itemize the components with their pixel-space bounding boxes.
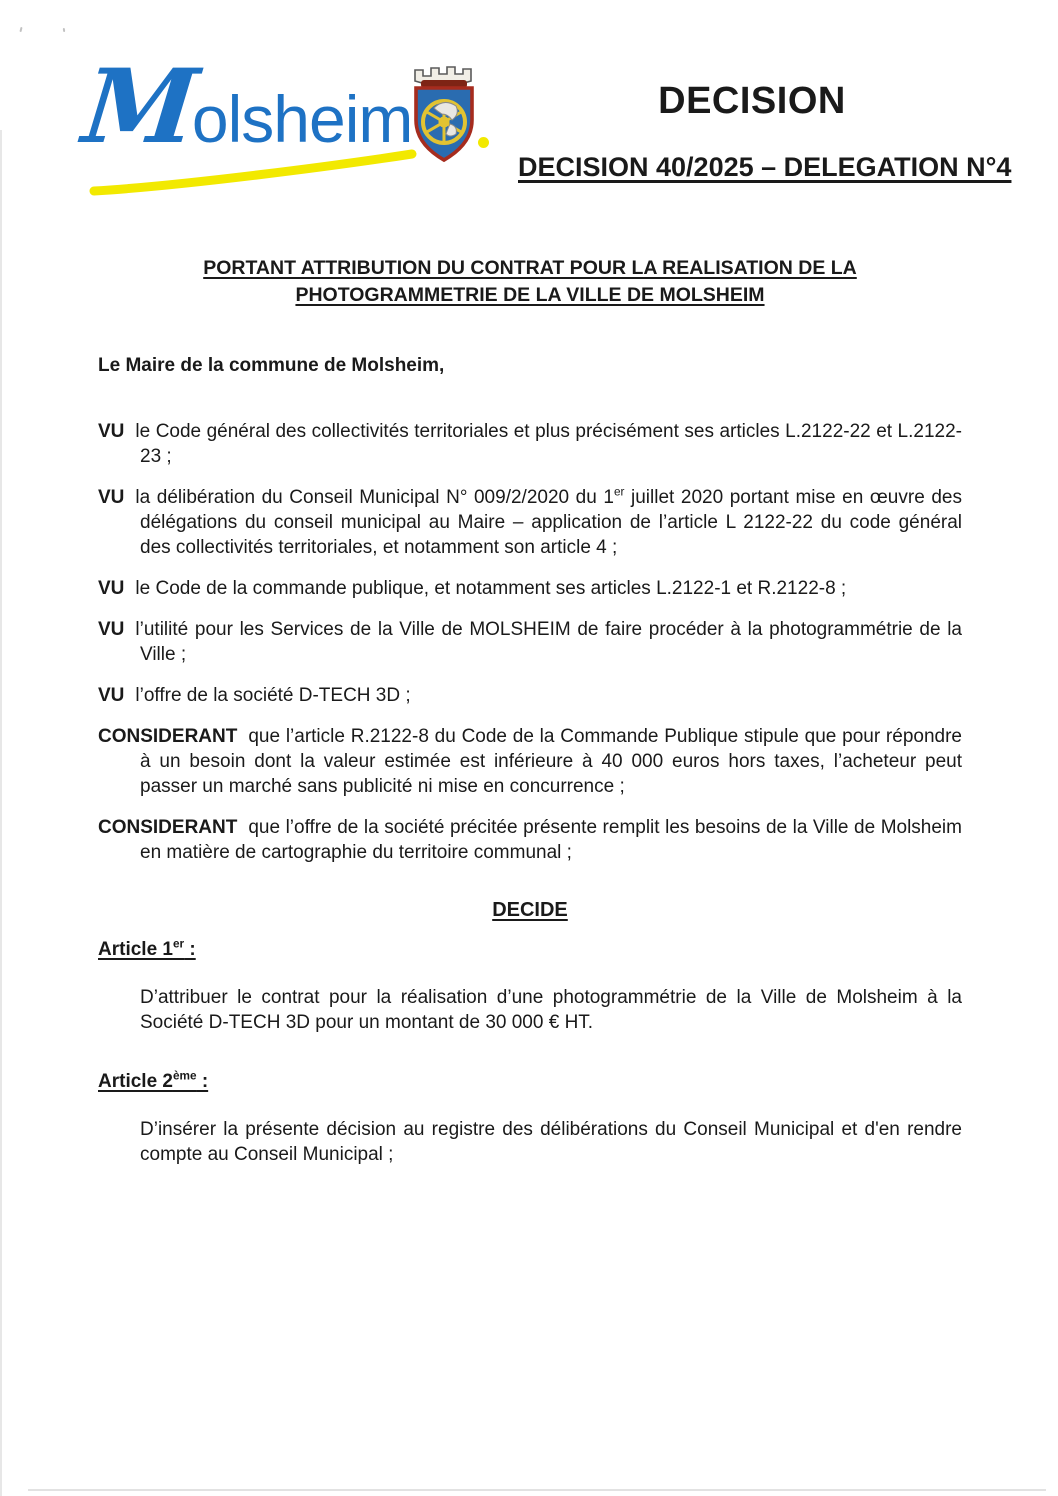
considerant-text: que l’offre de la société précitée présente remplit les besoins de la Ville de Molsheim en matière de cartographie du territoire communal ; bbox=[140, 817, 962, 863]
doc-reference: DECISION 40/2025 – DELEGATION N°4 bbox=[518, 152, 1012, 182]
considerant-text: que l’article R.2122-8 du Code de la Commande Publique stipule que pour répondre à un besoin dont la valeur estimée est inférieure à 40 000 euros hors taxes, l’acheteur peut passer un marché sans publicité ni mise en concurrence ; bbox=[140, 726, 962, 797]
ordinal-superscript: er bbox=[613, 485, 625, 499]
vu-label: VU bbox=[98, 578, 125, 599]
yellow-swoosh bbox=[88, 144, 420, 198]
vu-label: VU bbox=[98, 685, 125, 706]
considerant-item bbox=[98, 815, 962, 865]
scan-edge bbox=[28, 1489, 1046, 1491]
considerant-label: CONSIDERANT bbox=[98, 726, 238, 747]
vu-item bbox=[98, 683, 962, 708]
vu-text: la délibération du Conseil Municipal N° 009/2/2020 du 1er juillet 2020 portant mise en œuvre des délégations du conseil municipal au Maire – application de l’article L 2122-22 du code général des collectivités territoriales, et notamment son article 4 ; bbox=[135, 485, 962, 558]
title-line-2: PHOTOGRAMMETRIE DE LA VILLE DE MOLSHEIM bbox=[295, 284, 765, 306]
ordinal-superscript: er bbox=[172, 937, 185, 951]
molsheim-logo bbox=[77, 47, 413, 167]
title-line-1: PORTANT ATTRIBUTION DU CONTRAT POUR LA REALISATION DE LA bbox=[203, 257, 857, 279]
vu-text: l’offre de la société D-TECH 3D ; bbox=[135, 685, 411, 706]
vu-text: le Code de la commande publique, et notamment ses articles L.2122-1 et R.2122-8 ; bbox=[135, 578, 847, 599]
logo-wordmark: olsheim bbox=[191, 82, 413, 156]
logo-period-dot bbox=[478, 137, 489, 148]
vu-item bbox=[98, 617, 962, 667]
logo-initial: M bbox=[77, 47, 204, 167]
vu-item bbox=[98, 485, 962, 560]
vu-label: VU bbox=[98, 421, 125, 442]
considerant-item bbox=[98, 724, 962, 799]
document-title bbox=[98, 255, 962, 309]
document-body bbox=[0, 255, 1058, 1167]
vu-text: le Code général des collectivités territoriales et plus précisément ses articles L.2122-22 et L.2122-23 ; bbox=[135, 421, 962, 467]
vu-label: VU bbox=[98, 487, 125, 508]
article-2-heading: Article 2ème : bbox=[98, 1069, 209, 1092]
clauses bbox=[98, 419, 962, 865]
header-right bbox=[518, 80, 1012, 183]
considerant-label: CONSIDERANT bbox=[98, 817, 238, 838]
article-1-heading: Article 1er : bbox=[98, 937, 196, 960]
article-1-body: D’attribuer le contrat pour la réalisation d’une photogrammétrie de la Ville de Molsheim à la Société D-TECH 3D pour un montant de 30 000 € HT. bbox=[140, 987, 962, 1033]
vu-text: l’utilité pour les Services de la Ville de MOLSHEIM de faire procéder à la photogrammétrie de la Ville ; bbox=[135, 619, 962, 665]
ordinal-superscript: ème bbox=[172, 1069, 197, 1083]
vu-label: VU bbox=[98, 619, 125, 640]
doc-type-heading: DECISION bbox=[658, 80, 846, 122]
header bbox=[0, 0, 1058, 215]
decide-heading: DECIDE bbox=[492, 899, 568, 921]
vu-item bbox=[98, 576, 962, 601]
vu-item bbox=[98, 419, 962, 469]
salutation: Le Maire de la commune de Molsheim, bbox=[98, 355, 445, 376]
scan-edge bbox=[0, 130, 2, 1496]
article-2-body: D’insérer la présente décision au registre des délibérations du Conseil Municipal et d'en rendre compte au Conseil Municipal ; bbox=[140, 1119, 962, 1165]
